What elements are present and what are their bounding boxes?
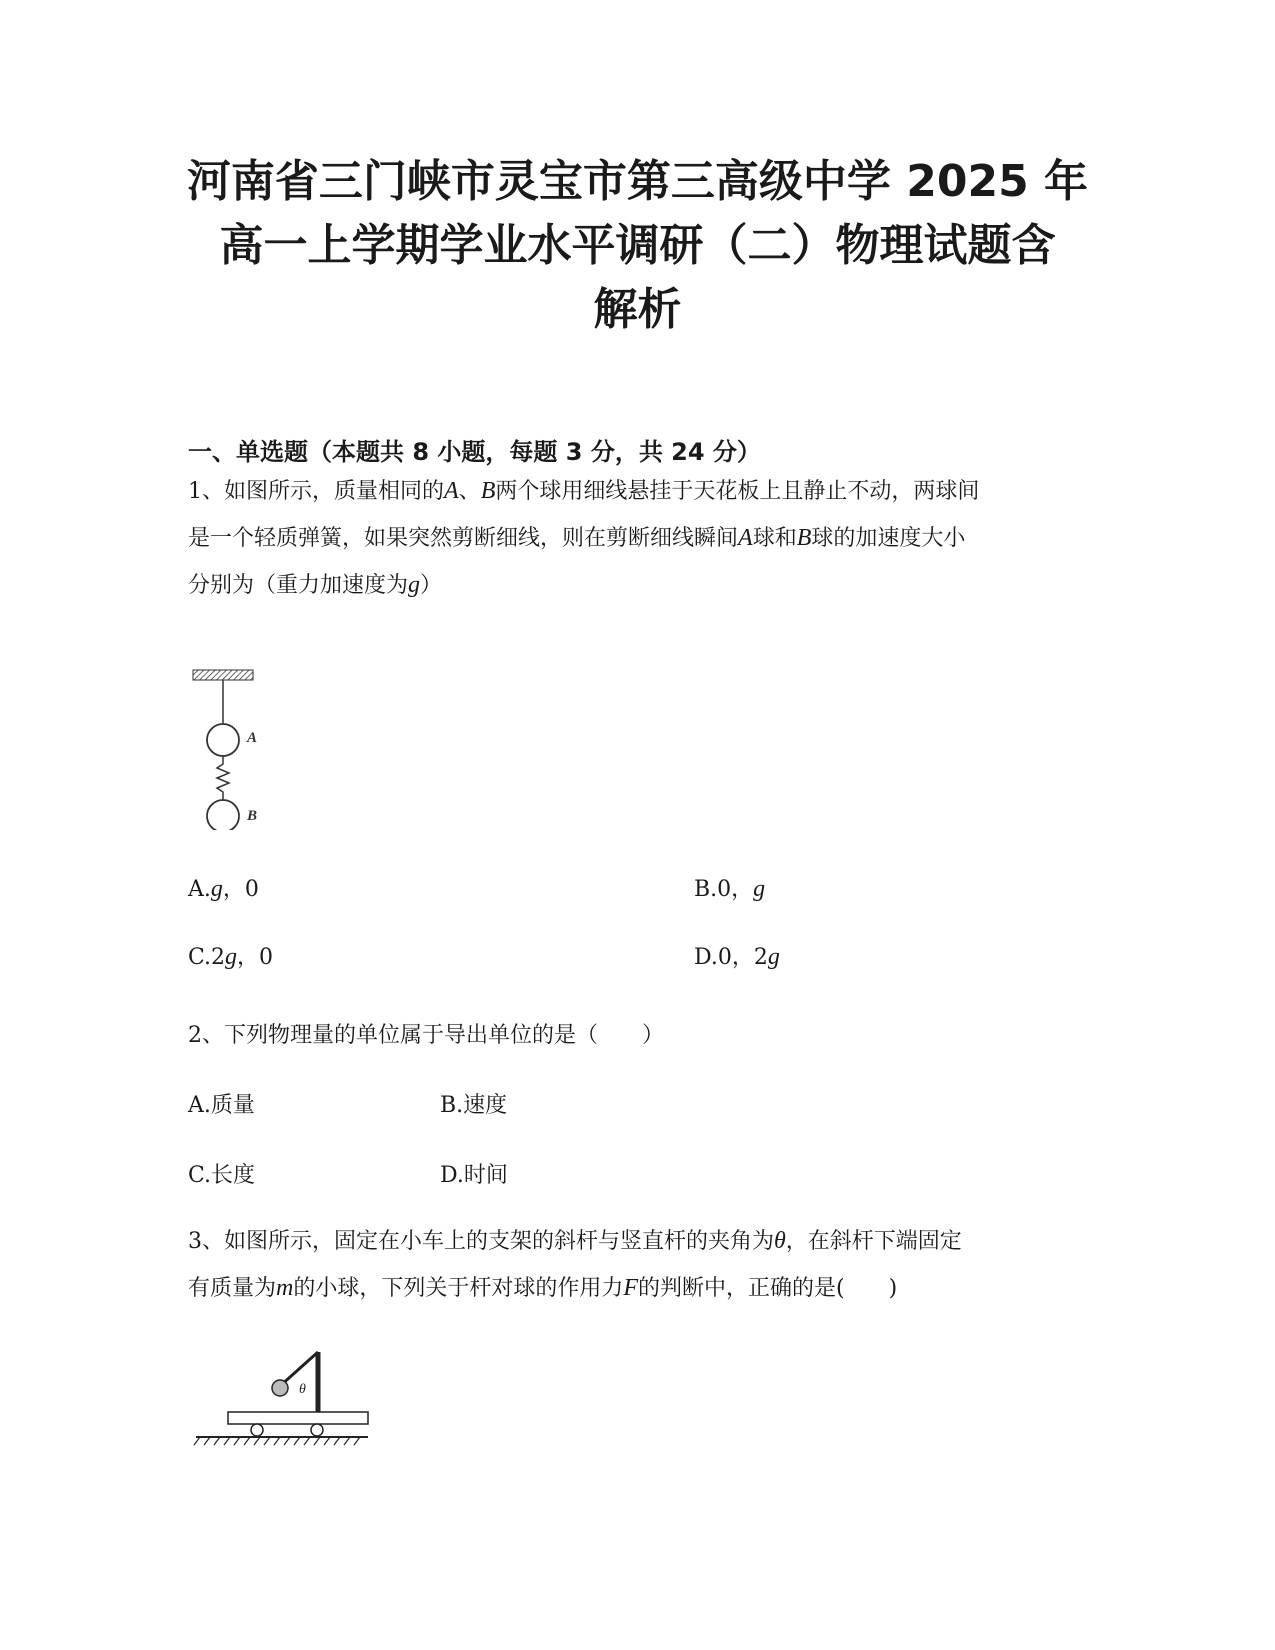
var-m: m (276, 1275, 294, 1301)
label-b: B (247, 808, 258, 824)
q3-text: 的小球，下列关于杆对球的作用力 (293, 1276, 624, 1301)
q1-text: 1、如图所示，质量相同的 (188, 479, 444, 504)
var-a: A (444, 478, 459, 504)
q1-line-2 (188, 515, 1098, 562)
wheel-left (251, 1424, 263, 1436)
q1-text: 分别为（重力加速度为 (188, 573, 409, 598)
option-text: B.0， (694, 877, 754, 902)
document-title (150, 150, 1125, 342)
q3-text: 有质量为 (188, 1276, 277, 1301)
q1-option-b[interactable] (694, 872, 765, 903)
q1-line-3 (188, 562, 1098, 609)
spring-balls-figure (185, 660, 275, 830)
ground-hatch (194, 1437, 360, 1445)
q1-option-a[interactable] (188, 872, 259, 903)
ball-b (207, 800, 239, 830)
var-a: A (738, 525, 753, 551)
option-text: ，0 (222, 877, 259, 902)
theta-label: θ (299, 1382, 306, 1397)
q1-option-c[interactable] (188, 940, 273, 971)
option-text: ，0 (237, 945, 274, 970)
title-line-3: 解析 (593, 284, 682, 335)
option-text: D.0，2 (694, 945, 768, 970)
wheel-right (311, 1424, 323, 1436)
q3-text: ，在斜杆下端固定 (785, 1229, 962, 1254)
q3-line-1 (188, 1218, 1098, 1265)
var-g: g (767, 944, 780, 970)
question-1-stem (188, 468, 1098, 609)
question-2-stem: 2、下列物理量的单位属于导出单位的是（ ） (188, 1023, 664, 1048)
q3-text: 3、如图所示，固定在小车上的支架的斜杆与竖直杆的夹角为 (188, 1229, 774, 1254)
cart-body (228, 1412, 368, 1424)
var-b: B (796, 525, 812, 551)
q2-option-b[interactable]: B.速度 (440, 1093, 508, 1118)
q1-text: 是一个轻质弹簧，如果突然剪断细线，则在剪断细线瞬间 (188, 526, 739, 551)
ceiling (193, 670, 253, 680)
var-g: g (225, 944, 238, 970)
q1-option-d[interactable] (694, 940, 780, 971)
var-f: F (623, 1275, 639, 1301)
q1-text: 两个球用细线悬挂于天花板上且静止不动，两球间 (495, 479, 980, 504)
section-heading: 一、单选题（本题共 8 小题，每题 3 分，共 24 分） (188, 438, 761, 466)
option-text: C.2 (188, 945, 226, 970)
q1-text: 球的加速度大小 (811, 526, 966, 551)
cart-figure (190, 1340, 380, 1460)
q1-text: ） (420, 573, 443, 598)
q1-sep: 、 (458, 479, 481, 504)
slant-rod (280, 1352, 318, 1386)
title-line-1: 河南省三门峡市灵宝市第三高级中学 2025 年 (186, 156, 1089, 207)
q1-text: 球和 (752, 526, 797, 551)
q2-option-c[interactable]: C.长度 (188, 1163, 256, 1188)
spring (217, 756, 229, 800)
q2-option-d[interactable]: D.时间 (440, 1163, 508, 1188)
q3-line-2 (188, 1265, 1098, 1312)
q2-option-a[interactable]: A.质量 (188, 1093, 255, 1118)
var-b: B (480, 478, 496, 504)
var-g: g (408, 572, 421, 598)
label-a: A (247, 730, 258, 746)
var-g: g (753, 876, 766, 902)
var-theta: θ (774, 1228, 786, 1254)
q3-text: 的判断中，正确的是( ) (638, 1276, 898, 1301)
option-text: A. (188, 877, 211, 902)
title-line-2: 高一上学期学业水平调研（二）物理试题含 (219, 220, 1056, 271)
question-3-stem (188, 1218, 1098, 1312)
small-ball (272, 1380, 288, 1396)
ball-a (207, 724, 239, 756)
q1-line-1 (188, 468, 1098, 515)
var-g: g (210, 876, 223, 902)
